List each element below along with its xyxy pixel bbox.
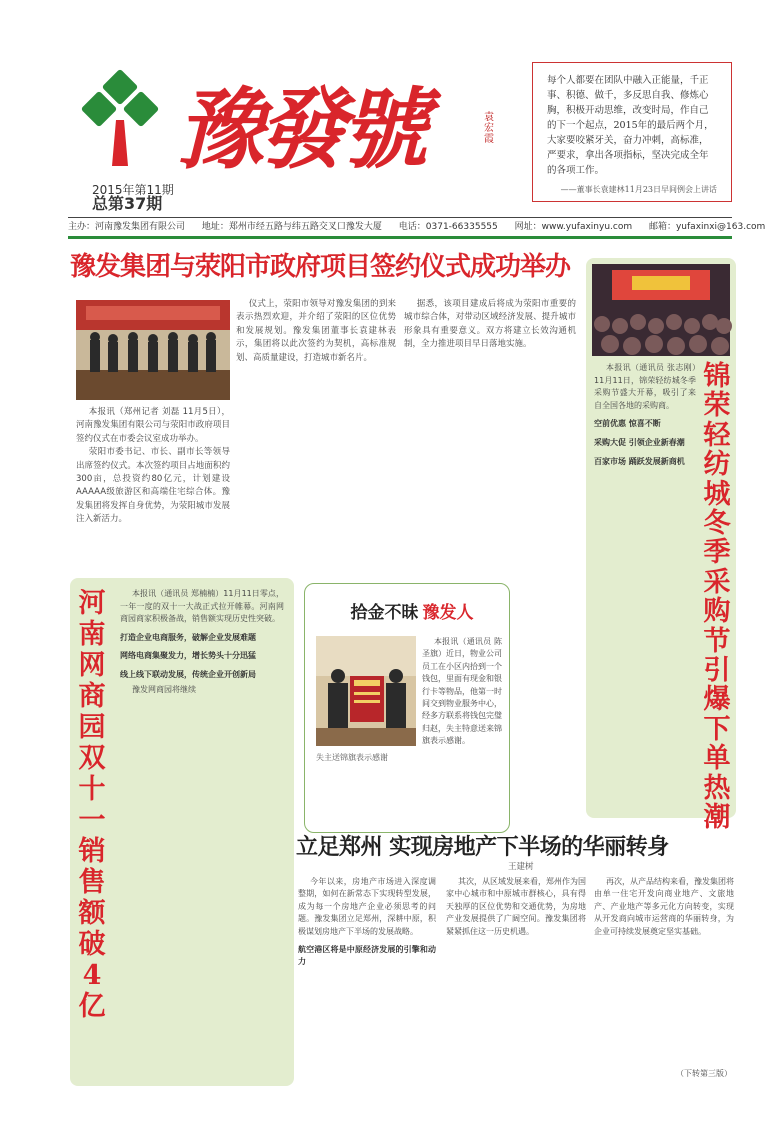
left-sub2: 网络电商集聚发力，增长势头十分迅猛 — [120, 651, 256, 661]
info-bar — [68, 217, 766, 239]
left-sub3: 线上线下联动发展，传统企业开创新局 — [120, 669, 256, 679]
bottom-col2 — [446, 876, 586, 1076]
banner-photo — [316, 636, 416, 746]
bottom-col2-text: 其次，从区域发展来看，郑州作为国家中心城市和中原城市群核心，具有得天独厚的区位优势和交通优势，为房地产业发展提供了广阔空间。豫发集团将紧紧抓住这一历史机遇。 — [446, 877, 586, 936]
issue-info — [92, 183, 174, 211]
shopping-festival-photo — [592, 264, 730, 356]
lead-col2 — [236, 298, 396, 573]
left-story-text — [120, 588, 284, 1078]
honesty-story-text — [422, 636, 502, 786]
bottom-sub1: 航空港区将是中原经济发展的引擎和动力 — [298, 945, 436, 967]
left-sub1: 打造企业电商服务，破解企业发展难题 — [120, 632, 256, 642]
lead-col2-text: 仪式上，荥阳市领导对豫发集团的到来表示热烈欢迎，并介绍了荥阳的区位优势和发展规划。豫发集团董事长袁建林表示，集团将以此次签约为契机，高标准规划、高质量建设，打造城市新名片。 — [236, 299, 396, 363]
masthead-seal: 袁宏霞 — [484, 112, 494, 145]
left-story-headline — [74, 588, 110, 1022]
bottom-col3 — [594, 876, 734, 1062]
info-address: 地址：郑州市经五路与纬五路交叉口豫发大厦 — [201, 222, 382, 232]
continued-note: （下转第三版） — [676, 1069, 732, 1078]
bottom-col1-text: 今年以来，房地产市场进入深度调整期，如何在新常态下实现转型发展，成为每一个房地产企业必须思考的问题。豫发集团立足郑州，深耕中原，积极谋划房地产下半场的发展战略。 — [298, 877, 436, 936]
bottom-col3-text: 再次，从产品结构来看，豫发集团将由单一住宅开发向商业地产、文旅地产、产业地产等多元化方向转变，实现从开发商向城市运营商的华丽转身，为企业可持续发展奠定坚实基础。 — [594, 877, 734, 936]
lead-col1 — [76, 406, 230, 576]
quote-signature: ——董事长袁建林11月23日早间例会上讲话 — [560, 185, 717, 194]
info-host: 主办：河南豫发集团有限公司 — [68, 222, 186, 232]
total-issue: 总第37期 — [92, 194, 163, 213]
right-story-body: 本报讯（通讯员 张志刚）11月11日，锦荣轻纺城冬季采购节盛大开幕，吸引了来自全国各地的采购商。 — [594, 363, 696, 410]
right-sub3: 百家市场 踊跃发展新商机 — [594, 456, 685, 466]
bottom-col1 — [298, 876, 436, 1076]
info-phone: 电话：0371-66335555 — [398, 222, 498, 232]
issue-line: 2015年第11期 — [92, 183, 174, 197]
right-story-headline — [700, 362, 734, 833]
box-title-red: 豫发人 — [422, 603, 474, 623]
quote-text: 每个人都要在团队中融入正能量，千正事、积德、做千，多反思自我、修炼心胸，积极开动思维，改变时局，作自己的下一个起点，2015年的最后两个月，大家要咬紧牙关，奋力冲刺，高标准，严要求，拿出各项指标，坚决完成全年的各项工作。 — [547, 75, 714, 176]
chairman-quote — [532, 62, 732, 202]
right-story-text — [594, 362, 696, 810]
lead-photo-caption: 本报讯（郑州记者 刘磊 11月5日），河南豫发集团有限公司与荥阳市政府项目签约仪式在市委会议室成功举办。 — [76, 407, 230, 444]
honesty-story-title — [322, 598, 502, 623]
signing-photo — [76, 300, 230, 400]
lead-col1-text: 荥阳市委书记、市长、副市长等领导出席签约仪式。本次签约项目占地面积约300亩，总投资约80亿元，计划建设AAAAA级旅游区和高端住宅综合体。豫发集团将发挥自身优势，为荥阳城市发展注入新活力。 — [76, 447, 230, 525]
left-headline-text: 河南网商园双十一销售额破4亿 — [78, 588, 106, 1022]
banner-photo-caption: 失主送锦旗表示感谢 — [316, 753, 388, 762]
info-website[interactable]: 网址：www.yufaxinyu.com — [514, 222, 633, 232]
lead-col3-text: 据悉，该项目建成后将成为荥阳市重要的城市综合体，对带动区域经济发展、提升城市形象具有重要意义。双方将建立长效沟通机制，全力推进项目早日落地实施。 — [404, 299, 576, 350]
brand-logo — [84, 74, 174, 174]
lead-col3 — [404, 298, 576, 573]
right-sub1: 空前优惠 惊喜不断 — [594, 419, 661, 429]
lead-headline: 豫发集团与荥阳市政府项目签约仪式成功举办 — [70, 252, 571, 282]
bottom-byline: 王建树 — [508, 862, 534, 872]
masthead-title: 豫發號 — [176, 77, 423, 181]
clover-icon — [84, 74, 174, 174]
left-story-body: 本报讯（通讯员 郑楠楠）11月11日零点，一年一度的双十一大战正式拉开帷幕。河南网商园商家积极备战，销售额实现历史性突破。 — [120, 589, 284, 624]
right-headline-text: 锦荣轻纺城冬季采购节引爆下单热潮 — [703, 361, 731, 834]
right-sub2: 采购大促 引领企业新春潮 — [594, 437, 685, 447]
left-story-end: 豫发网商园将继续 — [132, 684, 196, 694]
info-email[interactable]: 邮箱：yufaxinxi@163.com — [648, 222, 766, 232]
honesty-story-body: 本报讯（通讯员 陈圣旗）近日，物业公司员工在小区内拾到一个钱包，里面有现金和银行卡等物品，他第一时间交到物业服务中心，经多方联系将钱包完璧归赵，失主特意送来锦旗表示感谢。 — [422, 637, 502, 746]
box-title-black: 拾金不昧 — [350, 603, 419, 623]
bottom-headline: 立足郑州 实现房地产下半场的华丽转身 — [296, 834, 669, 860]
